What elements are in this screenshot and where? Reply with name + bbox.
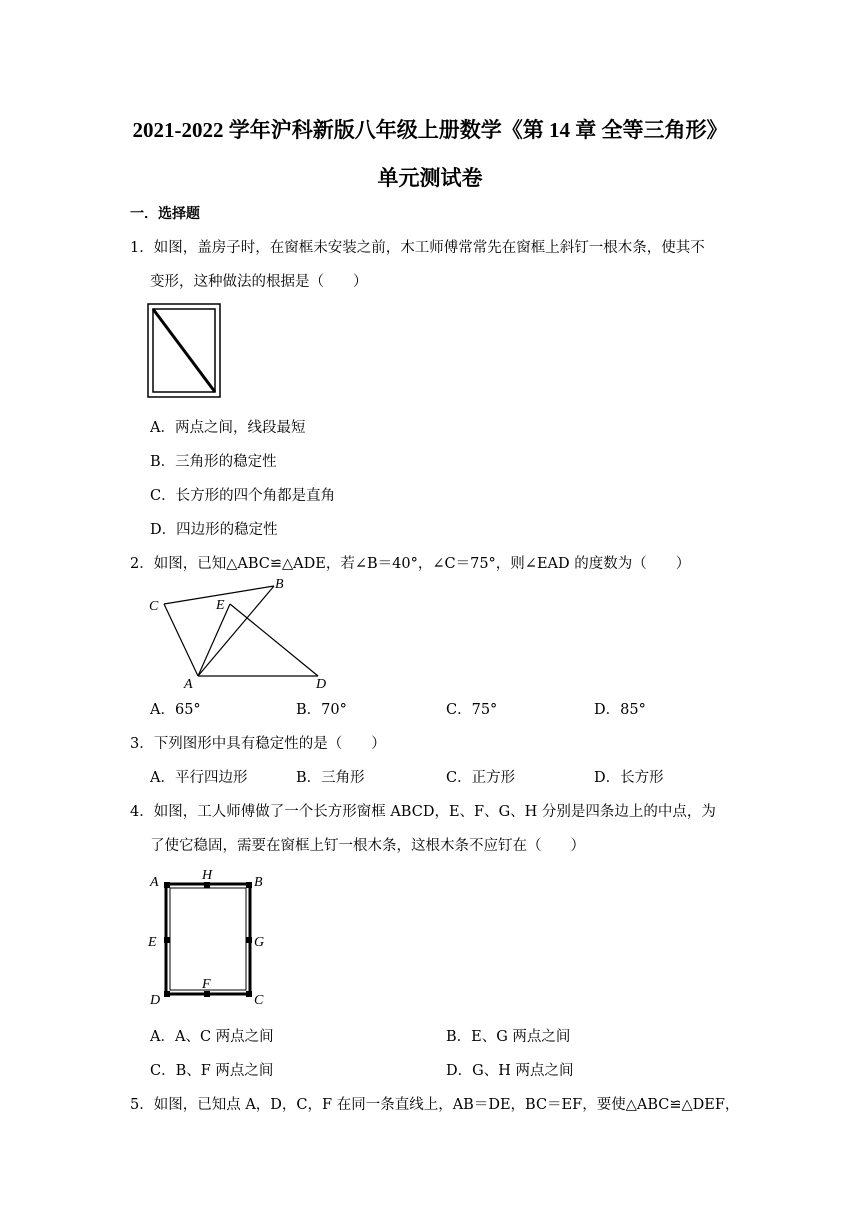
question-2-option-a: A．65° <box>150 702 201 718</box>
question-3-option-a: A．平行四边形 <box>150 770 248 786</box>
question-4-option-b: B．E、G 两点之间 <box>446 1029 571 1045</box>
question-5-stem: 5．如图，已知点 A，D，C，F 在同一条直线上，AB＝DE，BC＝EF，要使△ABC≌△DEF， <box>130 1097 740 1113</box>
rectangle-window-figure <box>144 866 274 1008</box>
question-4-stem-line1: 4．如图，工人师傅做了一个长方形窗框 ABCD，E、F、G、H 分别是四条边上的中点，为 <box>130 804 716 820</box>
question-2-stem: 2．如图，已知△ABC≌△ADE，若∠B＝40°，∠C＝75°，则∠EAD 的度数为（ ） <box>130 556 691 572</box>
question-2-option-b: B．70° <box>296 702 347 718</box>
question-3-option-b: B．三角形 <box>296 770 365 786</box>
question-1-option-a: A．两点之间，线段最短 <box>150 420 306 436</box>
question-4-option-d: D．G、H 两点之间 <box>446 1063 574 1079</box>
question-1-option-c: C．长方形的四个角都是直角 <box>150 488 336 504</box>
label-f: F <box>202 977 211 992</box>
label-c: C <box>149 599 159 614</box>
label-b: B <box>275 577 284 592</box>
label-a: A <box>150 875 159 890</box>
question-1-option-d: D．四边形的稳定性 <box>150 522 278 538</box>
question-4-stem-line2: 了使它稳固，需要在窗框上钉一根木条，这根木条不应钉在（ ） <box>150 838 585 854</box>
triangle-congruence-figure <box>144 572 334 690</box>
label-g: G <box>254 935 265 950</box>
label-h: H <box>202 868 213 883</box>
label-d: D <box>316 677 327 690</box>
label-c: C <box>254 993 264 1008</box>
question-1-option-b: B．三角形的稳定性 <box>150 454 277 470</box>
label-b: B <box>254 875 263 890</box>
question-4-option-a: A．A、C 两点之间 <box>150 1029 274 1045</box>
question-3-option-c: C．正方形 <box>446 770 516 786</box>
label-d: D <box>150 993 161 1008</box>
label-e: E <box>148 935 157 950</box>
window-frame-figure <box>147 303 223 399</box>
section-heading: 一．选择题 <box>130 206 200 222</box>
page-title: 2021-2022 学年沪科新版八年级上册数学《第 14 章 全等三角形》 <box>132 118 728 142</box>
question-3-stem: 3．下列图形中具有稳定性的是（ ） <box>130 736 386 752</box>
label-e: E <box>216 598 225 613</box>
question-1-stem-line1: 1．如图，盖房子时，在窗框未安装之前，木工师傅常常先在窗框上斜钉一根木条，使其不 <box>130 240 705 256</box>
question-1-stem-line2: 变形，这种做法的根据是（ ） <box>150 274 368 290</box>
question-2-option-d: D．85° <box>594 702 646 718</box>
question-4-option-c: C．B、F 两点之间 <box>150 1063 274 1079</box>
page-subtitle: 单元测试卷 <box>377 166 483 190</box>
label-a: A <box>184 677 193 690</box>
question-3-option-d: D．长方形 <box>594 770 664 786</box>
question-2-option-c: C．75° <box>446 702 498 718</box>
